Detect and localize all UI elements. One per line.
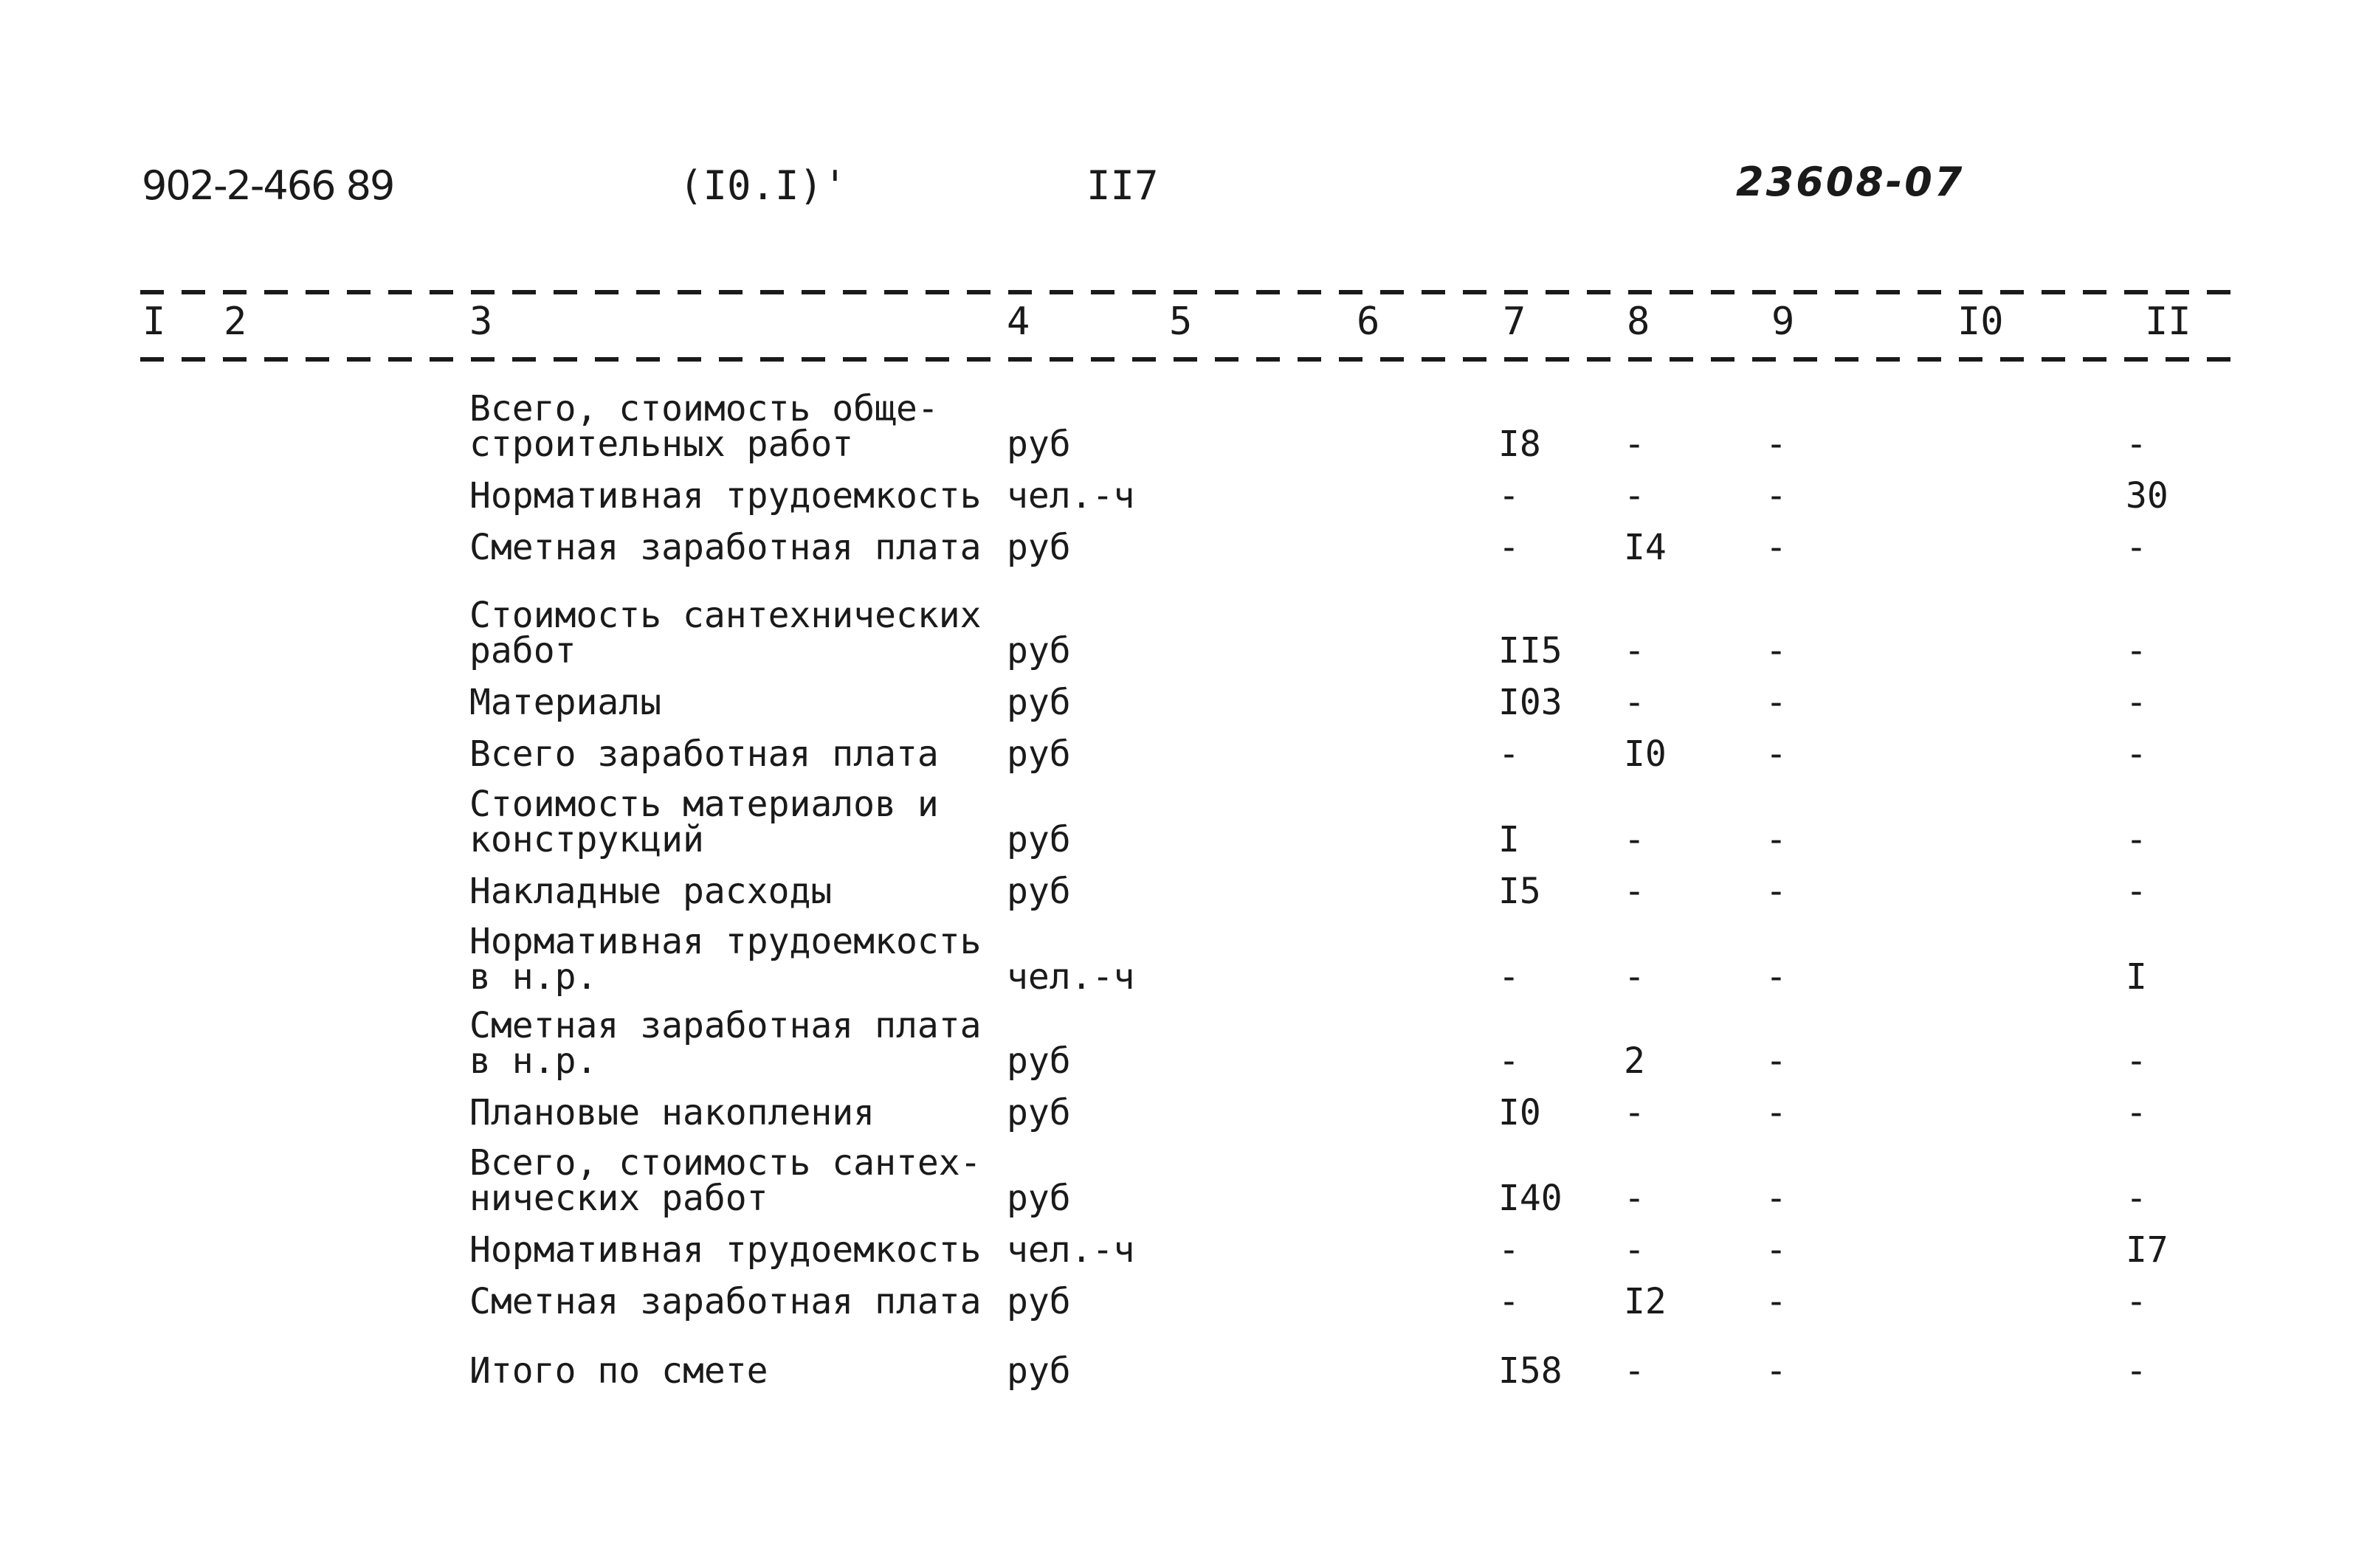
column-number: II — [2145, 300, 2191, 344]
row-unit: руб — [1007, 1350, 1071, 1392]
cell-col-11: 30 — [2126, 475, 2168, 517]
cell-col-11: - — [2126, 871, 2147, 912]
cell-col-11: - — [2126, 1040, 2147, 1082]
row-description: Итого по смете — [469, 1350, 768, 1392]
row-unit: руб — [1007, 733, 1071, 775]
cell-col-11: I7 — [2126, 1229, 2168, 1271]
cell-col-8: I4 — [1624, 527, 1667, 568]
row-description: Сметная заработная плата в н.р. — [469, 1005, 982, 1082]
cell-col-8: I0 — [1624, 733, 1667, 775]
cell-col-11: - — [2126, 819, 2147, 860]
cell-col-9: - — [1765, 475, 1787, 517]
row-unit: руб — [1007, 1178, 1071, 1219]
registration-number: 23608-07 — [1736, 159, 1965, 205]
row-description: Стоимость материалов и конструкций — [469, 784, 939, 860]
cell-col-8: I2 — [1624, 1281, 1667, 1322]
row-unit: руб — [1007, 1281, 1071, 1322]
column-number: 7 — [1503, 300, 1526, 344]
row-unit: руб — [1007, 682, 1071, 723]
cell-col-8: - — [1624, 630, 1645, 671]
cell-col-9: - — [1765, 956, 1787, 998]
row-unit: руб — [1007, 1092, 1071, 1133]
cell-col-8: - — [1624, 871, 1645, 912]
column-number: I — [142, 300, 166, 344]
column-number: 8 — [1627, 300, 1650, 344]
cell-col-7: - — [1498, 956, 1520, 998]
cell-col-11: - — [2126, 1350, 2147, 1392]
row-unit: руб — [1007, 1040, 1071, 1082]
cell-col-7: I58 — [1498, 1350, 1563, 1392]
cell-col-9: - — [1765, 682, 1787, 723]
row-description: Материалы — [469, 682, 662, 723]
cell-col-11: - — [2126, 1178, 2147, 1219]
row-unit: чел.-ч — [1007, 1229, 1135, 1271]
row-unit: руб — [1007, 819, 1071, 860]
row-description: Накладные расходы — [469, 871, 833, 912]
cell-col-11: I — [2126, 956, 2147, 998]
cell-col-7: - — [1498, 1281, 1520, 1322]
row-description: Сметная заработная плата — [469, 1281, 982, 1322]
column-number: 4 — [1007, 300, 1030, 344]
column-number: 2 — [224, 300, 247, 344]
row-description: Сметная заработная плата — [469, 527, 982, 568]
cell-col-9: - — [1765, 1178, 1787, 1219]
cell-col-9: - — [1765, 1281, 1787, 1322]
page-number: II7 — [1086, 162, 1159, 209]
cell-col-7: I5 — [1498, 871, 1541, 912]
cell-col-11: - — [2126, 682, 2147, 723]
cell-col-7: I — [1498, 819, 1520, 860]
column-number: 5 — [1169, 300, 1193, 344]
cell-col-7: I03 — [1498, 682, 1563, 723]
cell-col-8: - — [1624, 424, 1645, 465]
cell-col-9: - — [1765, 1350, 1787, 1392]
cell-col-8: - — [1624, 956, 1645, 998]
cell-col-7: II5 — [1498, 630, 1563, 671]
section-number: (I0.I)' — [679, 162, 847, 209]
row-unit: руб — [1007, 630, 1071, 671]
cell-col-7: - — [1498, 527, 1520, 568]
cell-col-7: I0 — [1498, 1092, 1541, 1133]
cell-col-8: 2 — [1624, 1040, 1645, 1082]
cell-col-7: - — [1498, 475, 1520, 517]
cell-col-9: - — [1765, 871, 1787, 912]
cell-col-11: - — [2126, 733, 2147, 775]
row-unit: руб — [1007, 424, 1071, 465]
cell-col-9: - — [1765, 1040, 1787, 1082]
table-top-rule — [140, 290, 2233, 294]
row-description: Всего, стоимость обще- строительных работ — [469, 388, 939, 465]
cell-col-11: - — [2126, 527, 2147, 568]
column-number: 6 — [1357, 300, 1380, 344]
cell-col-8: - — [1624, 1229, 1645, 1271]
cell-col-9: - — [1765, 1092, 1787, 1133]
row-unit: чел.-ч — [1007, 956, 1135, 998]
row-unit: руб — [1007, 871, 1071, 912]
cell-col-11: - — [2126, 1281, 2147, 1322]
column-number: I0 — [1957, 300, 2004, 344]
cell-col-7: - — [1498, 733, 1520, 775]
cell-col-8: - — [1624, 1350, 1645, 1392]
row-unit: чел.-ч — [1007, 475, 1135, 517]
cell-col-11: - — [2126, 630, 2147, 671]
cell-col-8: - — [1624, 1178, 1645, 1219]
row-description: Нормативная трудоемкость в н.р. — [469, 921, 982, 998]
cell-col-7: - — [1498, 1229, 1520, 1271]
cell-col-9: - — [1765, 1229, 1787, 1271]
cell-col-9: - — [1765, 424, 1787, 465]
row-description: Всего заработная плата — [469, 733, 939, 775]
cell-col-7: I8 — [1498, 424, 1541, 465]
cell-col-8: - — [1624, 682, 1645, 723]
cell-col-11: - — [2126, 1092, 2147, 1133]
row-description: Стоимость сантехнических работ — [469, 595, 982, 671]
cell-col-11: - — [2126, 424, 2147, 465]
cell-col-9: - — [1765, 819, 1787, 860]
row-description: Плановые накопления — [469, 1092, 875, 1133]
row-description: Всего, стоимость сантех- нических работ — [469, 1142, 982, 1219]
cell-col-9: - — [1765, 733, 1787, 775]
row-unit: руб — [1007, 527, 1071, 568]
column-number: 3 — [469, 300, 493, 344]
cell-col-8: - — [1624, 475, 1645, 517]
table-header-rule — [140, 357, 2233, 362]
column-number: 9 — [1771, 300, 1795, 344]
cell-col-7: I40 — [1498, 1178, 1563, 1219]
doc-code: 902-2-466 89 — [142, 162, 394, 209]
cell-col-7: - — [1498, 1040, 1520, 1082]
row-description: Нормативная трудоемкость — [469, 475, 982, 517]
cell-col-8: - — [1624, 1092, 1645, 1133]
cell-col-9: - — [1765, 630, 1787, 671]
cell-col-9: - — [1765, 527, 1787, 568]
cell-col-8: - — [1624, 819, 1645, 860]
row-description: Нормативная трудоемкость — [469, 1229, 982, 1271]
